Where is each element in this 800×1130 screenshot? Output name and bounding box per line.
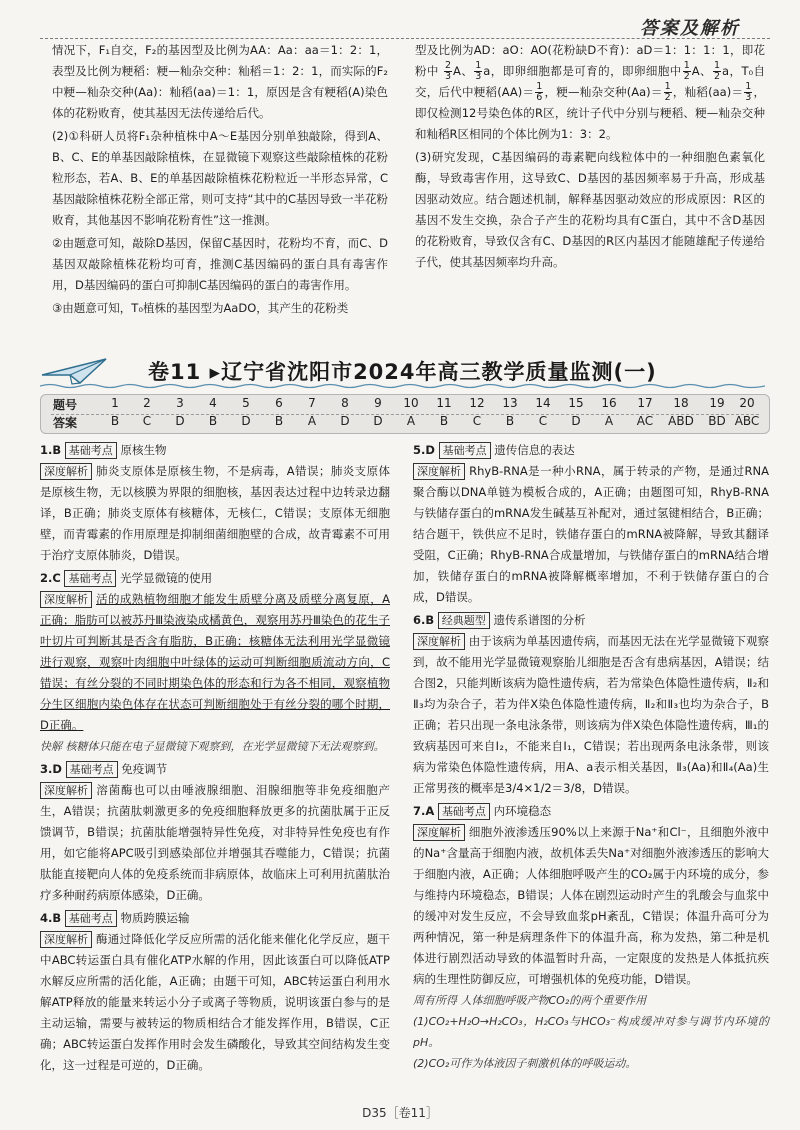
q7-summary-1: (1)CO₂+H₂O→H₂CO₃，H₂CO₃与HCO₃⁻构成缓冲对参与调节内环境的pH。: [413, 1015, 769, 1049]
q1-head: 1.B: [40, 443, 62, 457]
answer-value: BD: [708, 414, 726, 428]
ratio-text-g: ，籼稻(aa)＝: [672, 85, 744, 99]
answer-value: D: [241, 414, 251, 428]
question-number: 10: [403, 396, 419, 410]
ratio-text-b: A、: [453, 64, 474, 78]
q3-body: 溶菌酶也可以由唾液腺细胞、泪腺细胞等非免疫细胞产生，A错误；抗菌肽刺激更多的免疫细胞释放更多的抗菌肽属于正反馈调节，B错误；抗菌肽能增强特异性免疫，对非特异性免疫也有作用，如它能将APC吸引到感染部位并增强其吞噬能力，C错误；抗菌肽能直接靶向人体的免疫系统而非病原体，故临床上可利用抗菌肽治疗多种耐药病原体感染，D正确。: [40, 783, 390, 902]
answer-value: C: [538, 414, 548, 428]
analysis-tag: 深度解析: [40, 931, 92, 948]
q5-explanation: [413, 440, 769, 608]
q4-explanation: [40, 908, 390, 1076]
page-footer: D35［卷11］: [362, 1106, 438, 1120]
fraction-half-b: $\frac{1}{2}$: [713, 60, 721, 82]
q4-head: 4.B: [40, 911, 62, 925]
question-number: 11: [436, 396, 452, 410]
paper-plane-icon: [40, 355, 110, 385]
answer-value: D: [340, 414, 350, 428]
q2-tip: 快解 核糖体只能在电子显微镜下观察到，在光学显微镜下无法观察到。: [40, 740, 385, 753]
q6-topic: 遗传系谱图的分析: [493, 613, 586, 627]
question-number: 12: [469, 396, 485, 410]
answer-header: 答案: [53, 416, 78, 430]
q5-head: 5.D: [413, 443, 435, 457]
question-number: 1: [111, 396, 119, 410]
question-number: 14: [535, 396, 551, 410]
question-number: 2: [143, 396, 151, 410]
fraction-half-c: $\frac{1}{2}$: [664, 81, 671, 103]
q2-topic: 光学显微镜的使用: [120, 571, 213, 585]
header-divider: [40, 38, 770, 39]
question-number: 19: [709, 396, 725, 410]
prev-paragraph-1: 情况下，F₁自交，F₂的基因型及比例为AA：Aa：aa＝1：2：1，表型及比例为粳稻：粳—籼杂交种：籼稻＝1：2：1，而实际的F₂中粳—籼杂交种(Aa)：籼稻(aa)＝1：1，原因是含有粳稻(A)染色体的花粉败育，使其基因无法传递给后代。: [52, 43, 388, 120]
answer-value: A: [604, 414, 614, 428]
prev-paragraph-3-3: (3)研究发现，C基因编码的毒素靶向线粒体中的一种细胞色素氧化酶，导致毒害作用，这导致C、D基因的基因频率易于升高，形成基因驱动效应。结合题述机制，解释基因驱动效应的形成原因：R区的基因不发生交换，杂合子产生的花粉均具有C蛋白，其中不含D基因的花粉败育，导致仅含有C、D基因的R区内基因才能随雄配子传递给子代，使其基因频率均升高。: [415, 150, 765, 269]
question-number: 7: [308, 396, 316, 410]
explanations-left-column: [40, 440, 390, 1078]
q4-tag: 基础考点: [65, 910, 117, 927]
q5-body: RhyB-RNA是一种小RNA，属于转录的产物，是通过RNA聚合酶以DNA单链为模板合成的，A正确；由题图可知，RhyB-RNA与铁储存蛋白的mRNA发生碱基互补配对，通过氢键相结合，B正确；结合题干，铁供应不足时，铁储存蛋白的mRNA被降解，导致其翻译受阻，C正确；RhyB-RNA合成量增加，与铁储存蛋白的mRNA结合增加，铁储存蛋白的mRNA被降解概率增加，不利于铁储存蛋白的合成，D错误。: [413, 464, 769, 604]
answer-key-question-row: [51, 396, 759, 415]
q6-body: 由于该病为单基因遗传病，而基因无法在光学显微镜下观察到，故不能用光学显微镜观察胎儿细胞是否含有患病基因，A错误；结合图2，只能判断该病为隐性遗传病，若为常染色体隐性遗传病，Ⅱ₂和Ⅱ₃均为杂合子，若为伴X染色体隐性遗传病，Ⅱ₂和Ⅱ₃也均为杂合子，B正确；若只出现一条电泳条带，则该病为伴X染色体隐性遗传病，Ⅲ₁的致病基因可来自Ⅰ₂，不能来自Ⅰ₁，C错误；若出现两条电泳条带，则该病为常染色体隐性遗传病，用A、a表示相关基因，Ⅱ₃(Aa)和Ⅱ₄(Aa)生正常男孩的概率是3/4×1/2＝3/8，D错误。: [413, 634, 770, 795]
answer-value: D: [175, 414, 185, 428]
q3-tag: 基础考点: [66, 761, 118, 778]
q2-body: 活的成熟植物细胞才能发生质壁分离及质壁分离复原，A正确；脂肪可以被苏丹Ⅲ染液染成橘黄色，观察用苏丹Ⅲ染色的花生子叶切片可判断其是否含有脂肪，B正确；核糖体无法利用光学显微镜进行观察，观察叶肉细胞中叶绿体的运动可判断细胞质流动方向，C错误；有丝分裂的不同时期染色体的形态和行为各不相同，观察植物分生区细胞内染色体存在状态可判断细胞处于有丝分裂的哪个时期，D正确。: [40, 592, 390, 732]
exam-banner: [40, 353, 765, 387]
q7-topic: 内环境稳态: [493, 804, 552, 818]
ratio-text-a: 型及比例为AD：aO：AO(花粉缺D不育)：aD＝1：1：1：1，即花粉中: [415, 43, 765, 78]
question-number: 5: [242, 396, 250, 410]
answer-value: A: [307, 414, 317, 428]
answer-value: D: [571, 414, 581, 428]
q2-explanation: [40, 568, 390, 757]
ratio-text-e: a，T₀自交，后代中粳稻(AA)＝: [415, 64, 766, 99]
fraction-one-third: $\frac{1}{3}$: [475, 60, 482, 82]
analysis-tag: 深度解析: [413, 633, 465, 650]
answer-value: B: [439, 414, 449, 428]
prev-answer-right-column: [415, 40, 765, 275]
ratio-text-d: A、: [691, 64, 712, 78]
header-title: 答案及解析: [640, 18, 740, 39]
q3-head: 3.D: [40, 762, 62, 776]
q7-tag: 基础考点: [438, 803, 490, 820]
ratio-text-h: ，即仅检测12号染色体的R区，统计子代中分别与粳稻、粳—籼杂交种和籼稻R区相同的个体比例为1：3：2。: [415, 85, 766, 141]
q7-head: 7.A: [413, 804, 435, 818]
q6-head: 6.B: [413, 613, 435, 627]
fraction-half-a: $\frac{1}{2}$: [683, 60, 690, 82]
analysis-tag: 深度解析: [413, 824, 465, 841]
q4-body: 酶通过降低化学反应所需的活化能来催化化学反应，题干中ABC转运蛋白具有催化ATP水解的作用，因此该蛋白可以降低ATP水解反应所需的活化能，A正确；由题干可知，ABC转运蛋白利用水解ATP释放的能量来转运小分子或离子等物质，说明该蛋白参与的是主动运输，需要与被转运的物质相结合才能发挥作用，B错误，C正确；ABC转运蛋白发挥作用时会发生磷酸化，导致其空间结构发生变化，这一过程是可逆的，D正确。: [40, 932, 391, 1072]
q5-tag: 基础考点: [439, 442, 491, 459]
answer-value: C: [142, 414, 152, 428]
question-number: 3: [176, 396, 184, 410]
q1-topic: 原核生物: [120, 443, 167, 457]
exam-title: 卷11 ▸辽宁省沈阳市2024年高三教学质量监测(一): [148, 360, 657, 384]
question-number: 4: [209, 396, 217, 410]
ratio-text-c: a，即卵细胞都是可育的，即卵细胞中: [483, 64, 682, 78]
prev-answer-left-column: [52, 40, 388, 321]
answer-value: AC: [636, 414, 654, 428]
question-number: 9: [374, 396, 382, 410]
q1-explanation: [40, 440, 390, 566]
prev-paragraph-2: (2)①科研人员将F₁杂种植株中A～E基因分别单独敲除，得到A、B、C、E的单基因敲除植株，在显微镜下观察这些敲除植株的花粉粒形态，若A、B、E的单基因敲除植株花粉粒近一半形态异常，C基因敲除植株花粉全部正常，则可支持“其中的C基因导致一半花粉败育，其他基因不影响花粉育性”这一推测。: [52, 129, 388, 227]
q6-tag: 经典题型: [438, 612, 490, 629]
q7-summary-title: 周有所得 人体细胞呼吸产物CO₂的两个重要作用: [413, 994, 647, 1007]
answer-value: B: [505, 414, 515, 428]
q2-tag: 基础考点: [64, 570, 116, 587]
q7-summary-2: (2)CO₂可作为体液因子刺激机体的呼吸运动。: [413, 1057, 637, 1070]
q1-body: 肺炎支原体是原核生物，不是病毒，A错误；肺炎支原体是原核生物，无以核膜为界限的细胞核，基因表达过程中边转录边翻译，B正确；肺炎支原体有核糖体，无核仁，C错误；支原体无细胞壁，而青霉素的作用原理是抑制细菌细胞壁的合成，故青霉素不可用于治疗支原体肺炎，D错误。: [40, 464, 390, 562]
fraction-one-sixth: $\frac{1}{6}$: [536, 81, 543, 103]
q6-explanation: [413, 610, 769, 799]
analysis-tag: 深度解析: [40, 463, 92, 480]
q7-body: 细胞外液渗透压90%以上来源于Na⁺和Cl⁻，且细胞外液中的Na⁺含量高于细胞内液，故机体丢失Na⁺对细胞外液渗透压的影响大于细胞内液，A正确；人体细胞呼吸产生的CO₂属于内环境的成分，参与维持内环境稳态，B错误；人体在剧烈运动时产生的乳酸会与血浆中的缓冲对发生反应，不会导致血浆pH紊乱，C错误；体温升高可分为两种情况，第一种是病理条件下的体温升高，称为发热，第二种是机体进行剧烈活动导致的体温暂时升高，一定限度的发热是人体抵抗疾病的生理性防御反应，可增强机体的免疫功能，D错误。: [413, 825, 769, 986]
answer-key-table: [40, 394, 770, 434]
question-number: 17: [637, 396, 653, 410]
q5-topic: 遗传信息的表达: [494, 443, 575, 457]
ratio-text-f: ，粳—籼杂交种(Aa)＝: [544, 85, 663, 99]
analysis-tag: 深度解析: [413, 463, 465, 480]
prev-paragraph-3: ②由题意可知，敲除D基因，保留C基因时，花粉均不育，而C、D基因双敲除植株花粉均可育，推测C基因编码的蛋白具有毒害作用，D基因编码的蛋白可抑制C基因编码的蛋白的毒害作用。: [52, 236, 388, 292]
q3-explanation: [40, 759, 390, 906]
question-number: 8: [341, 396, 349, 410]
answer-value: D: [373, 414, 383, 428]
q3-topic: 免疫调节: [121, 762, 168, 776]
explanations-right-column: [413, 440, 769, 1076]
question-number: 6: [275, 396, 283, 410]
question-number: 16: [601, 396, 617, 410]
question-number: 20: [739, 396, 755, 410]
answer-value: B: [110, 414, 120, 428]
q1-tag: 基础考点: [65, 442, 117, 459]
answer-value: ABD: [668, 414, 694, 428]
prev-ratio-paragraph: [415, 40, 765, 145]
answer-key-answer-row: [51, 414, 759, 432]
prev-paragraph-4: ③由题意可知，T₀植株的基因型为AaDO，其产生的花粉类: [52, 301, 349, 315]
fraction-two-thirds: $\frac{2}{3}$: [444, 60, 452, 82]
q7-explanation: [413, 801, 769, 1074]
analysis-tag: 深度解析: [40, 591, 92, 608]
question-number: 15: [568, 396, 584, 410]
question-number: 13: [502, 396, 518, 410]
answer-value: C: [472, 414, 482, 428]
fraction-one-third-b: $\frac{1}{3}$: [745, 81, 752, 103]
answer-value: A: [406, 414, 416, 428]
question-number-header: 题号: [53, 398, 78, 412]
analysis-tag: 深度解析: [40, 782, 92, 799]
question-number: 18: [673, 396, 689, 410]
answer-value: ABC: [734, 414, 760, 428]
q4-topic: 物质跨膜运输: [120, 911, 190, 925]
answer-value: B: [274, 414, 284, 428]
banner-wave-line: [40, 383, 765, 389]
q2-head: 2.C: [40, 571, 61, 585]
answer-value: B: [208, 414, 218, 428]
